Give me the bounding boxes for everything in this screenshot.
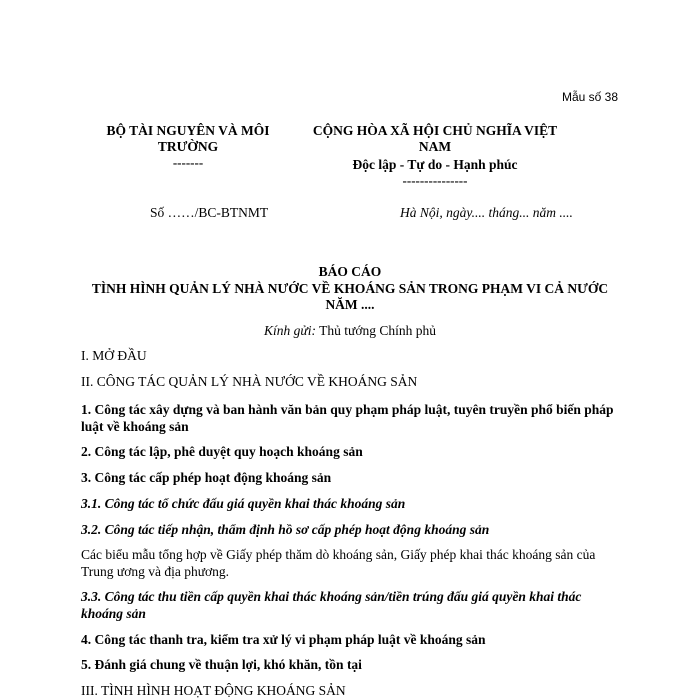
section-2-3-2-paragraph: Các biểu mẫu tổng hợp về Giấy phép thăm dò khoáng sản, Giấy phép khai thác khoáng sản của Trung ương và địa phương. (81, 547, 596, 579)
section-2-5-heading: 5. Đánh giá chung về thuận lợi, khó khăn, tồn tại (81, 657, 362, 672)
recipient-name: Thủ tướng Chính phủ (319, 323, 436, 338)
ministry-header (88, 123, 288, 171)
report-subtitle: TÌNH HÌNH QUẢN LÝ NHÀ NƯỚC VỀ KHOÁNG SẢN TRONG PHẠM VI CẢ NƯỚC NĂM .... (91, 281, 609, 312)
document-number: Số ……/BC-BTNMT (150, 205, 269, 220)
section-2-3-1-heading: 3.1. Công tác tổ chức đấu giá quyền khai thác khoáng sản (81, 496, 406, 511)
report-title: BÁO CÁO (318, 264, 382, 279)
national-motto: Độc lập - Tự do - Hạnh phúc (352, 157, 518, 172)
section-2-4-heading: 4. Công tác thanh tra, kiểm tra xử lý vi phạm pháp luật về khoáng sản (81, 632, 486, 647)
recipient-line (80, 323, 620, 339)
date-line: Hà Nội, ngày.... tháng... năm .... (400, 205, 573, 220)
ministry-name: BỘ TÀI NGUYÊN VÀ MÔI TRƯỜNG (106, 123, 270, 154)
section-2-3-3-heading: 3.3. Công tác thu tiền cấp quyền khai thác khoáng sản/tiền trúng đấu giá quyền khai thác khoáng sản (81, 589, 582, 621)
section-2-heading: II. CÔNG TÁC QUẢN LÝ NHÀ NƯỚC VỀ KHOÁNG SẢN (81, 374, 418, 389)
section-1-heading: I. MỞ ĐẦU (81, 348, 147, 363)
section-2-3-2-heading: 3.2. Công tác tiếp nhận, thẩm định hồ sơ cấp phép hoạt động khoáng sản (81, 522, 490, 537)
motto-separator: --------------- (402, 173, 468, 188)
section-2-3-heading: 3. Công tác cấp phép hoạt động khoáng sản (81, 470, 332, 485)
section-2-1-heading: 1. Công tác xây dựng và ban hành văn bản quy phạm pháp luật, tuyên truyền phổ biến pháp luật về khoáng sản (81, 402, 614, 434)
form-number: Mẫu số 38 (561, 90, 618, 104)
section-2-2-heading: 2. Công tác lập, phê duyệt quy hoạch khoáng sản (81, 444, 363, 459)
recipient-label: Kính gửi: (264, 323, 316, 338)
ministry-separator: ------- (172, 155, 204, 170)
national-header (300, 123, 570, 189)
section-3-heading: III. TÌNH HÌNH HOẠT ĐỘNG KHOÁNG SẢN (81, 683, 346, 698)
country-name: CỘNG HÒA XÃ HỘI CHỦ NGHĨA VIỆT NAM (312, 123, 558, 154)
